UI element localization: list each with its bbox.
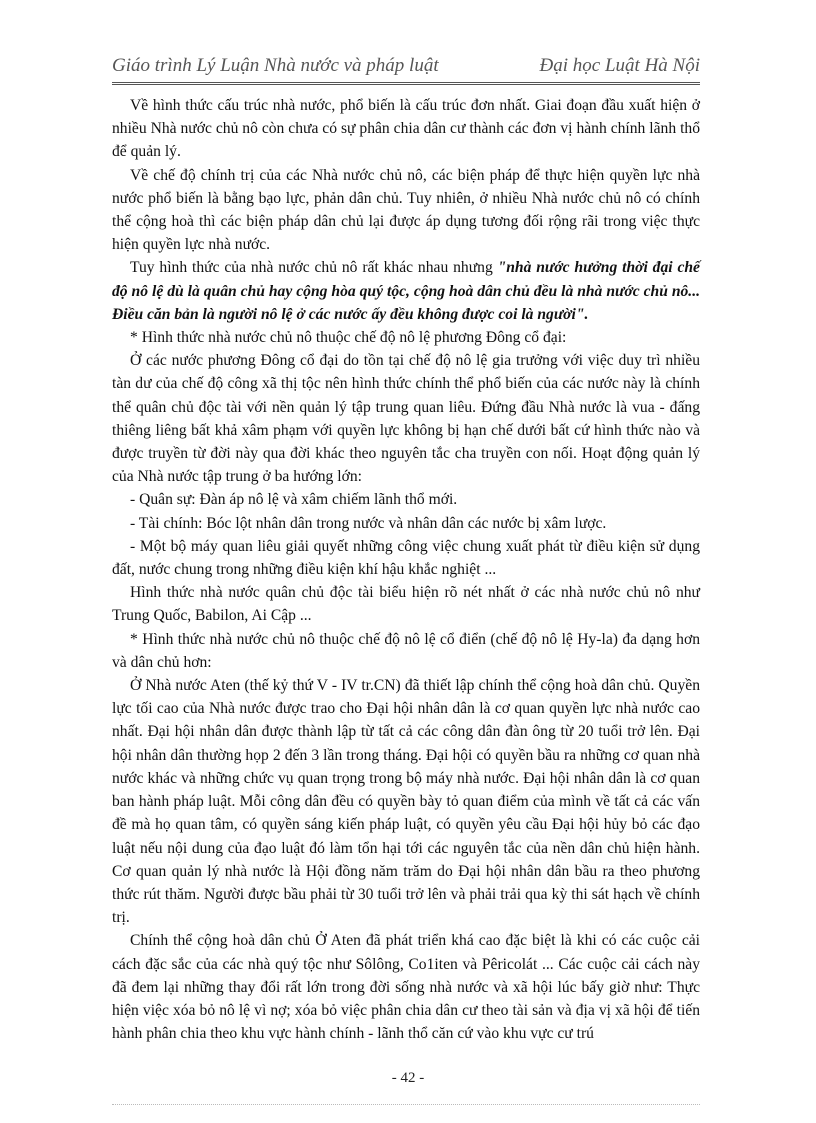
- section-heading: * Hình thức nhà nước chủ nô thuộc chế độ nô lệ phương Đông cổ đại:: [130, 329, 567, 347]
- paragraph: Ở Nhà nước Aten (thế kỷ thứ V - IV tr.CN) đã thiết lập chính thể cộng hoà dân chủ. Quyền lực tối cao của Nhà nước được trao cho Đại hội nhân dân là cơ quan quyền lực nhà nước cao nhất. Đại hội nhân dân được thành lập từ tất cả các công dân đàn ông từ 20 tuổi trở lên. Đại hội nhân dân thường họp 2 đến 3 lần trong tháng. Đại hội có quyền bầu ra những cơ quan nhà nước khác và những chức vụ quan trọng trong bộ máy nhà nước. Đại hội nhân dân là cơ quan ban hành pháp luật. Mỗi công dân đều có quyền bày tỏ quan điểm của mình về tất cả các vấn đề mà họ quan tâm, có quyền sáng kiến pháp luật, có quyền yêu cầu Đại hội hủy bỏ các đạo luật nếu nội dung của đạo luật đó làm tổn hại tới các nguyên tắc của nền dân chủ hiện hành. Cơ quan quản lý nhà nước là Hội đồng năm trăm do Đại hội nhân dân bầu ra theo phương thức rút thăm. Người được bầu phải từ 30 tuổi trở lên và phải trải qua kỳ thi sát hạch về chính trị.: [112, 677, 700, 927]
- paragraph-lead: Tuy hình thức của nhà nước chủ nô rất khác nhau nhưng: [130, 259, 498, 277]
- paragraph: Chính thể cộng hoà dân chủ Ở Aten đã phát triển khá cao đặc biệt là khi có các cuộc cải cách đặc sắc của các nhà quý tộc như Sôlông, Co1iten và Pêricolát ... Các cuộc cải cách này đã đem lại những thay đổi rất lớn trong đời sống nhà nước và xã hội lúc bấy giờ như: Thực hiện việc xóa bỏ nô lệ vì nợ; xóa bỏ việc phân chia dân cư theo tài sản và địa vị xã hội để tiến hành phân chia theo khu vực hành chính - lãnh thổ căn cứ vào khu vực cư trú: [112, 932, 700, 1043]
- list-item: - Tài chính: Bóc lột nhân dân trong nước và nhân dân các nước bị xâm lược.: [130, 514, 607, 532]
- body-text: [112, 94, 700, 1045]
- paragraph: Về hình thức cấu trúc nhà nước, phổ biến là cấu trúc đơn nhất. Giai đoạn đầu xuất hiện ở nhiều Nhà nước chủ nô còn chưa có sự phân chia dân cư thành các đơn vị hành chính lãnh thổ để quản lý.: [112, 97, 700, 161]
- running-header: [112, 52, 700, 85]
- paragraph-quote: [112, 256, 700, 326]
- header-book-title: Giáo trình Lý Luận Nhà nước và pháp luật: [112, 55, 439, 76]
- page-number: - 42 -: [391, 1070, 425, 1086]
- header-university: Đại học Luật Hà Nội: [539, 55, 700, 76]
- paragraph: Hình thức nhà nước quân chủ độc tài biểu hiện rõ nét nhất ở các nhà nước chủ nô như Trung Quốc, Babilon, Ai Cập ...: [112, 584, 700, 625]
- bottom-divider: [112, 1104, 700, 1105]
- section-heading: * Hình thức nhà nước chủ nô thuộc chế độ nô lệ cổ điển (chế độ nô lệ Hy-la) đa dạng hơn và dân chủ hơn:: [112, 630, 700, 671]
- quote-end: .: [584, 305, 589, 323]
- bold-italic-quote: "nhà nước hưởng thời đại chế độ nô lệ dù là quân chủ hay cộng hòa quý tộc, cộng hoà dân chủ đều là nhà nước chủ nô... Điều căn bản là người nô lệ ở các nước ấy đều không được coi là người": [112, 259, 700, 323]
- list-item: - Quân sự: Đàn áp nô lệ và xâm chiếm lãnh thổ mới.: [130, 491, 458, 509]
- list-item: - Một bộ máy quan liêu giải quyết những công việc chung xuất phát từ điều kiện sử dụng đất, nước chung trong những điều kiện khí hậu khắc nghiệt ...: [112, 537, 700, 579]
- paragraph: Về chế độ chính trị của các Nhà nước chủ nô, các biện pháp để thực hiện quyền lực nhà nước phổ biến là bằng bạo lực, phản dân chủ. Tuy nhiên, ở nhiều Nhà nước chủ nô có chính thể cộng hoà thì các biện pháp dân chủ lại được áp dụng tương đối rộng rãi trong việc thực hiện quyền lực nhà nước.: [112, 166, 700, 254]
- paragraph: Ở các nước phương Đông cổ đại do tồn tại chế độ nô lệ gia trưởng với việc duy trì nhiều tàn dư của chế độ công xã thị tộc nên hình thức chính thể phổ biến của các nước này là chính thể quân chủ độc tài với nền quản lý tập trung quan liêu. Đứng đầu Nhà nước là vua - đấng thiêng liêng bất khả xâm phạm với quyền lực không bị hạn chế dưới bất cứ hình thức nào và được truyền từ đời này qua đời khác theo nguyên tắc cha truyền con nối. Hoạt động quản lý của Nhà nước tập trung ở ba hướng lớn:: [112, 352, 700, 486]
